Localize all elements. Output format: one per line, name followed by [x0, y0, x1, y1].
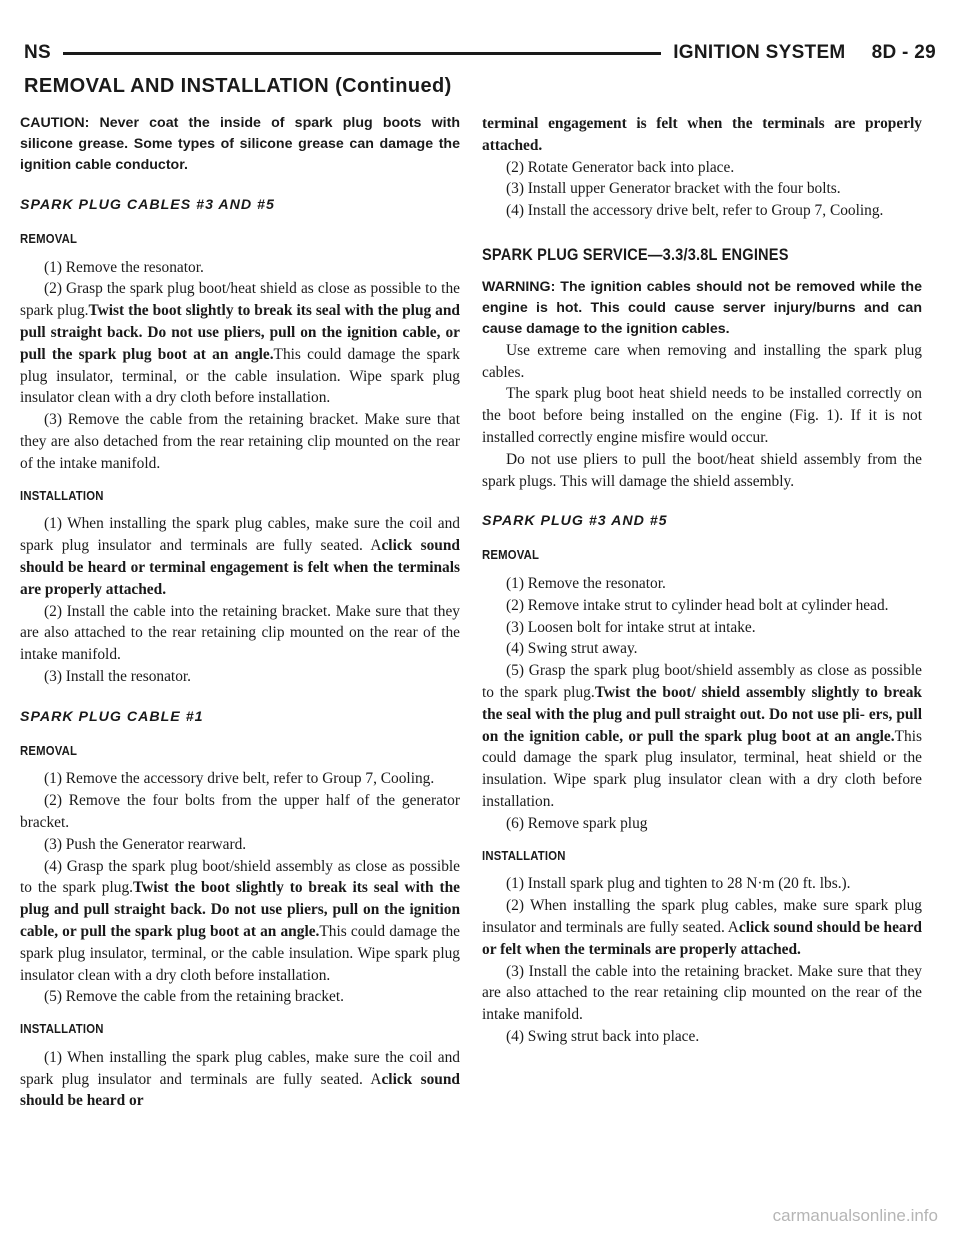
warning-note: WARNING: The ignition cables should not be removed while the engine is hot. This could cause server injury/burns and can cause damage to the ignition cables. [482, 278, 922, 337]
step-continued [482, 113, 922, 157]
heading-removal: REMOVAL [20, 231, 78, 246]
heading-installation: INSTALLATION [482, 848, 566, 863]
step-text: (2) Grasp the spark plug boot/heat shield as close as possible to the spark plug. [20, 280, 460, 320]
heading-spark-plug-cables-3-5: SPARK PLUG CABLES #3 AND #5 [20, 197, 275, 213]
step: (4) Swing strut away. [506, 640, 638, 658]
page-header [24, 38, 936, 68]
step: (2) Install the cable into the retaining bracket. Make sure that they are also attached to the rear retaining clip mounted on the rear of the intake manifold. [20, 602, 460, 664]
header-rule [63, 52, 661, 55]
step [20, 856, 460, 987]
right-column [482, 113, 922, 1048]
paragraph: Use extreme care when removing and installing the spark plug cables. [482, 341, 922, 381]
step: (4) Swing strut back into place. [506, 1027, 700, 1045]
step-text: (2) When installing the spark plug cables, make sure spark plug insulator and terminals are fully seated. A [482, 897, 922, 936]
step-emphasis: Twist the boot slightly to break its seal with the plug and pull straight back. Do not use pliers, pull on the ignition cable, or pull the spark plug boot at an angle. [20, 302, 460, 363]
step: (3) Install upper Generator bracket with the four bolts. [506, 180, 841, 198]
step: (2) Remove the four bolts from the upper half of the generator bracket. [20, 792, 460, 831]
heading-removal: REMOVAL [482, 548, 540, 563]
caution-note: CAUTION: Never coat the inside of spark plug boots with silicone grease. Some types of silicone grease can damage the ignition cable conductor. [20, 115, 460, 173]
step-text: This could damage the spark plug insulator, terminal, or the cable insulation. Wipe spark plug insulator clean with a dry cloth before installation. [20, 345, 460, 407]
header-model-code: NS [24, 42, 51, 63]
step-emphasis: Twist the boot/ shield assembly slightly to break the seal with the plug and pull straight out. Do not use pli- ers, pull on the ignition cable, or pull the spark plug boot at an angle. [482, 683, 922, 745]
step-text: This could damage the spark plug insulator, terminal, or the cable insulation. Wipe spark plug insulator clean with a dry cloth before installation. [20, 922, 460, 984]
step: (1) Install spark plug and tighten to 28 N·m (20 ft. lbs.). [506, 875, 851, 893]
section-title: REMOVAL AND INSTALLATION (Continued) [24, 75, 452, 97]
step: (4) Install the accessory drive belt, refer to Group 7, Cooling. [506, 202, 884, 220]
step-emphasis: click sound should be heard or felt when the terminals are properly attached. [482, 918, 922, 958]
step-emphasis: click sound should be heard or terminal engagement is felt when the terminals are properly attached. [20, 537, 460, 598]
step-text: (1) When installing the spark plug cables, make sure the coil and spark plug insulator and terminals are fully seated. A [20, 1048, 460, 1088]
step-emphasis: click sound should be heard or [20, 1070, 460, 1110]
header-page-number: 8D - 29 [871, 42, 936, 63]
step-emphasis: Twist the boot slightly to break its seal with the plug and pull straight back. Do not use pliers, pull on the ignition cable, or pull the spark plug boot at an angle. [20, 879, 460, 940]
step: (1) Remove the accessory drive belt, refer to Group 7, Cooling. [44, 770, 435, 788]
step [20, 278, 460, 409]
step-text: This could damage the spark plug insulator, terminal, heat shield or the insulation. Wipe spark plug insulator clean with a dry cloth before installation. [482, 727, 922, 810]
step: (3) Push the Generator rearward. [44, 835, 247, 853]
heading-spark-plug-cable-1: SPARK PLUG CABLE #1 [20, 708, 204, 725]
step [20, 1047, 460, 1112]
step [20, 513, 460, 600]
step: (3) Remove the cable from the retaining bracket. Make sure that they are also detached from the rear retaining clip mounted on the rear of the intake manifold. [20, 411, 460, 472]
step: (1) Remove the resonator. [44, 258, 204, 276]
step-text: (1) When installing the spark plug cables, make sure the coil and spark plug insulator and terminals are fully seated. A [20, 515, 460, 555]
step: (2) Remove intake strut to cylinder head bolt at cylinder head. [506, 596, 889, 614]
paragraph: Do not use pliers to pull the boot/heat shield assembly from the spark plugs. This will damage the shield assembly. [482, 450, 922, 490]
heading-spark-plug-3-5: SPARK PLUG #3 AND #5 [482, 513, 668, 530]
left-column [20, 113, 460, 1112]
step-emphasis: terminal engagement is felt when the terminals are properly attached. [482, 115, 922, 154]
step [482, 895, 922, 960]
watermark: carmanualsonline.info [772, 1206, 938, 1225]
heading-installation: INSTALLATION [20, 488, 104, 503]
heading-spark-plug-service: SPARK PLUG SERVICE—3.3/3.8L ENGINES [482, 244, 789, 264]
header-section-name: IGNITION SYSTEM [673, 42, 846, 63]
step: (3) Loosen bolt for intake strut at intake. [506, 618, 756, 636]
step: (1) Remove the resonator. [506, 574, 666, 592]
step: (2) Rotate Generator back into place. [506, 158, 735, 176]
step: (3) Install the cable into the retaining bracket. Make sure that they are also attached to the rear retaining clip mounted on the rear of the intake manifold. [482, 962, 922, 1024]
step: (5) Remove the cable from the retaining bracket. [44, 988, 344, 1006]
step: (6) Remove spark plug [506, 814, 648, 832]
heading-installation: INSTALLATION [20, 1022, 104, 1037]
heading-removal: REMOVAL [20, 743, 78, 758]
paragraph: The spark plug boot heat shield needs to be installed correctly on the boot before being installed on the engine (Fig. 1). If it is not installed correctly engine misfire would occur. [482, 385, 922, 446]
step-text: (4) Grasp the spark plug boot/shield assembly as close as possible to the spark plug. [20, 857, 460, 897]
step: (3) Install the resonator. [44, 667, 192, 685]
header-right-group [673, 42, 936, 64]
step [482, 660, 922, 813]
step-text: (5) Grasp the spark plug boot/shield assembly as close as possible to the spark plug. [482, 662, 922, 701]
